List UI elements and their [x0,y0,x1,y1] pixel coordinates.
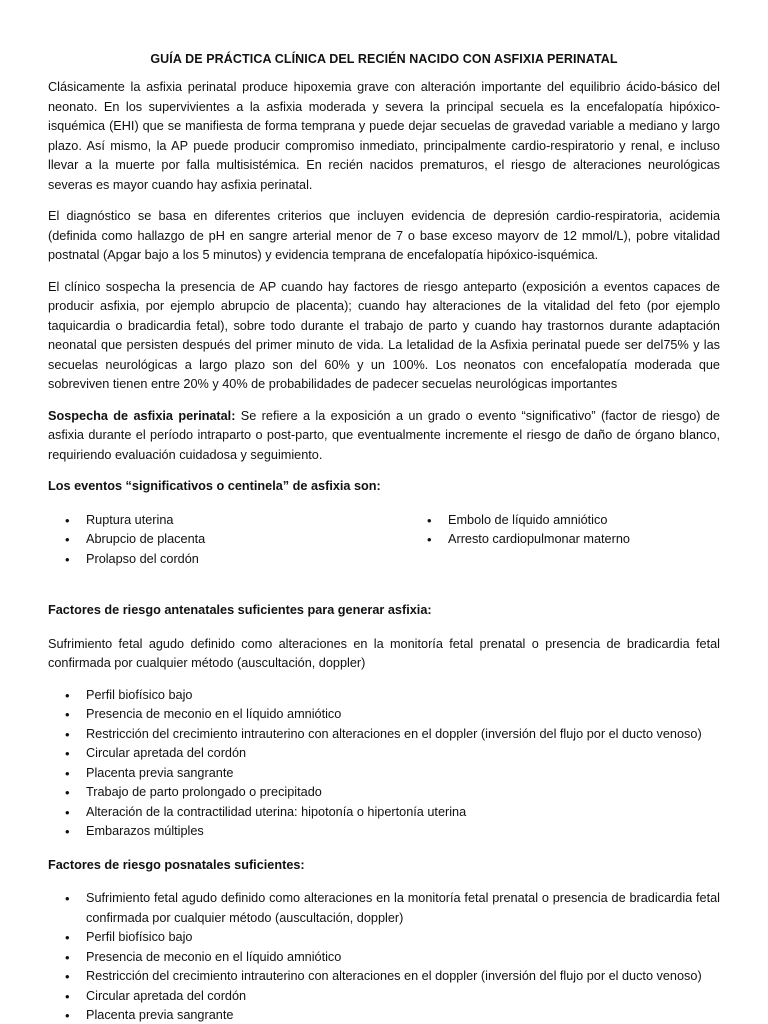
list-item: • Ruptura uterina [48,511,410,531]
list-item: • Perfil biofísico bajo [48,686,720,706]
page-title: GUÍA DE PRÁCTICA CLÍNICA DEL RECIÉN NACIDO CON ASFIXIA PERINATAL [150,52,618,66]
suspicion-text: Se refiere a la exposición a un grado o evento “significativo” (factor de riesgo) de asfixia durante el período intraparto o post-parto, que eventualmente incremente el riesgo de daño de órgano blanco, requiriendo evaluación cuidadosa y seguimiento. [48,408,720,462]
list-item: • Prolapso del cordón [48,550,410,570]
list-item: • Placenta previa sangrante [48,1006,720,1024]
list-item: • Arresto cardiopulmonar materno [410,530,720,550]
list-item: • Perfil biofísico bajo [48,928,720,948]
postnatal-risk-heading: Factores de riesgo posnatales suficientes: [48,857,305,872]
sentinel-events-right [410,511,720,570]
sentinel-events-list [48,511,720,570]
list-item: • Restricción del crecimiento intrauterino con alteraciones en el doppler (inversión del flujo por el ducto venoso) [48,967,720,987]
postnatal-risk-list [48,889,720,1024]
list-item: • Alteración de la contractilidad uterina: hipotonía o hipertonía uterina [48,803,720,823]
list-item: • Placenta previa sangrante [48,764,720,784]
list-item: • Embarazos múltiples [48,822,720,842]
list-item: • Trabajo de parto prolongado o precipitado [48,783,720,803]
sentinel-events-left [48,511,410,570]
list-item: • Circular apretada del cordón [48,744,720,764]
list-item: • Abrupcio de placenta [48,530,410,550]
list-item: • Presencia de meconio en el líquido amniótico [48,948,720,968]
antenatal-intro: Sufrimiento fetal agudo definido como alteraciones en la monitoría fetal prenatal o presencia de bradicardia fetal confirmada por cualquier método (auscultación, doppler) [48,636,720,670]
list-item: • Presencia de meconio en el líquido amniótico [48,705,720,725]
list-item: • Sufrimiento fetal agudo definido como alteraciones en la monitoría fetal prenatal o presencia de bradicardia fetal confirmada por cualquier método (auscultación, doppler) [48,889,720,928]
paragraph-clinical-suspicion: El clínico sospecha la presencia de AP cuando hay factores de riesgo anteparto (exposición a eventos capaces de producir asfixia, por ejemplo abrupcio de placenta); cuando hay alteraciones de la vitalidad del feto (por ejemplo taquicardia o bradicardia fetal), sobre todo durante el trabajo de parto y cuando hay trastornos durante adaptación neonatal que persisten después del primer minuto de vida. La letalidad de la Asfixia perinatal puede ser del75% y las secuelas neurológicas a largo plazo son del 60% y un 100%. Los neonatos con encefalopatía moderada que sobreviven tienen entre 20% y 40% de probabilidades de padecer secuelas neurológicas importantes [48,279,720,391]
list-item: • Restricción del crecimiento intrauterino con alteraciones en el doppler (inversión del flujo por el ducto venoso) [48,725,720,745]
suspicion-lead: Sospecha de asfixia perinatal: [48,408,236,423]
list-item: • Embolo de líquido amniótico [410,511,720,531]
antenatal-risk-list [48,686,720,842]
paragraph-suspicion-definition [48,407,720,466]
antenatal-risk-heading: Factores de riesgo antenatales suficientes para generar asfixia: [48,603,432,617]
sentinel-events-heading: Los eventos “significativos o centinela” de asfixia son: [48,479,381,493]
paragraph-intro: Clásicamente la asfixia perinatal produce hipoxemia grave con alteración importante del equilibrio ácido-básico del neonato. En los supervivientes a la asfixia moderada y severa la principal secuela es la encefalopatía hipóxico-isquémica (EHI) que se manifiesta de forma temprana y puede dejar secuelas de gravedad variable a mediano y largo plazo. Así mismo, la AP puede producir compromiso inmediato, principalmente cardio-respiratorio y renal, e incluso llevar a la muerte por falla multisistémica. En recién nacidos prematuros, el riesgo de alteraciones neurológicas severas es mayor cuando hay asfixia perinatal. [48,80,720,192]
paragraph-diagnosis: El diagnóstico se basa en diferentes criterios que incluyen evidencia de depresión cardio-respiratoria, acidemia (definida como hallazgo de pH en sangre arterial menor de 7 o base exceso mayorv de 12 mmol/L), pobre vitalidad postnatal (Apgar bajo a los 5 minutos) y evidencia temprana de encefalopatía hipóxico-isquémica. [48,209,720,262]
list-item: • Circular apretada del cordón [48,987,720,1007]
